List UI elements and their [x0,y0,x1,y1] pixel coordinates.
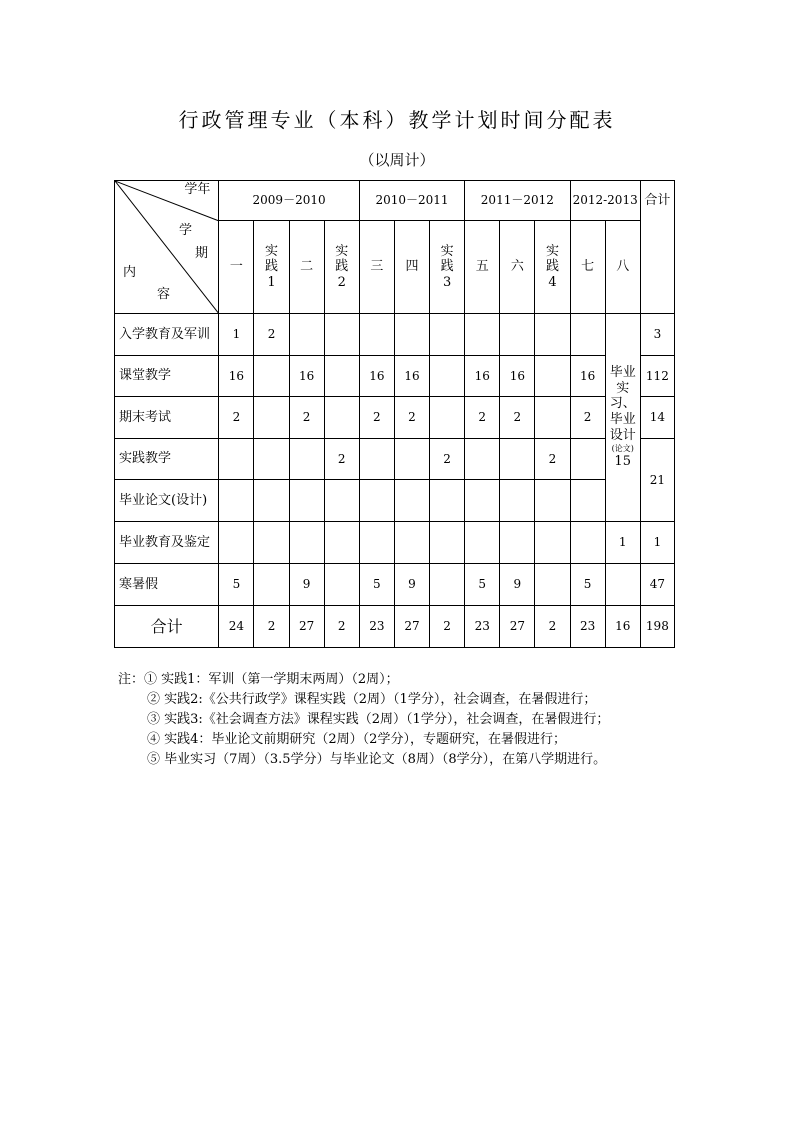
table-cell: 2 [324,439,359,480]
table-cell [254,522,289,564]
semester-practice-1: 实 践 1 [254,221,289,314]
year-header-row [115,181,675,221]
table-cell [430,522,465,564]
page-subtitle: （以周计） [359,151,435,169]
merged-line-1: 毕业 [609,365,636,381]
row-total: 14 [640,397,674,439]
table-row [115,397,675,439]
table-cell [500,522,535,564]
footnote-1: 注：① 实践1：军训（第一学期末两周）（2周）； [118,672,399,687]
semester-practice-4: 实 践 4 [535,221,570,314]
footnote-5: ⑤ 毕业实习（7周）（3.5学分）与毕业论文（8周）（8学分），在第八学期进行。 [147,752,607,767]
table-cell: 2 [254,606,289,648]
corner-label-xue: 学 [179,223,193,238]
merged-value: 15 [614,454,631,470]
corner-label-qi: 期 [195,246,209,261]
table-cell [359,314,394,356]
totals-row [115,606,675,648]
semester-5: 五 [465,221,500,314]
table-cell: 23 [570,606,605,648]
table-cell [324,397,359,439]
table-cell [535,397,570,439]
corner-label-rong: 容 [157,287,171,302]
table-cell [394,314,429,356]
table-row [115,480,675,522]
diagonal-header-cell [115,181,219,314]
footnotes [118,670,609,770]
table-cell: 2 [570,397,605,439]
row-label: 毕业教育及鉴定 [115,522,219,564]
table-cell: 16 [289,356,324,397]
table-cell [324,522,359,564]
row-total: 21 [640,439,674,522]
table-cell [359,480,394,522]
table-cell [535,314,570,356]
table-cell [254,356,289,397]
table-cell [289,314,324,356]
table-cell [570,439,605,480]
table-cell [570,522,605,564]
table-cell: 2 [289,397,324,439]
table-cell: 2 [535,606,570,648]
semester-8: 八 [605,221,640,314]
table-cell: 24 [219,606,254,648]
corner-label-year: 学年 [184,182,211,197]
table-cell [500,439,535,480]
table-row [115,439,675,480]
year-header-2010: 2010－2011 [359,181,464,221]
table-cell [219,439,254,480]
table-row [115,314,675,356]
semester-4: 四 [394,221,429,314]
table-cell: 27 [394,606,429,648]
table-cell [324,314,359,356]
merged-line-3: 毕业 [609,411,636,427]
table-cell: 27 [500,606,535,648]
table-cell: 16 [219,356,254,397]
table-cell [254,564,289,606]
row-label: 寒暑假 [115,564,219,606]
table-cell [289,439,324,480]
table-cell: 2 [254,314,289,356]
table-cell: 2 [430,439,465,480]
table-cell [289,480,324,522]
table-row [115,356,675,397]
table-cell [394,439,429,480]
table-cell [430,564,465,606]
table-cell: 16 [605,606,640,648]
table-cell [465,522,500,564]
table-cell [500,480,535,522]
semester-2: 二 [289,221,324,314]
page-title: 行政管理专业（本科）教学计划时间分配表 [178,108,616,132]
total-column-header: 合计 [640,181,674,314]
table-cell: 5 [219,564,254,606]
table-cell: 5 [570,564,605,606]
row-total: 3 [640,314,674,356]
table-cell: 1 [605,522,640,564]
table-row [115,564,675,606]
graduation-internship-merged-cell [605,314,640,522]
table-cell [254,397,289,439]
row-label: 期末考试 [115,397,219,439]
row-total: 1 [640,522,674,564]
row-total: 112 [640,356,674,397]
semester-6: 六 [500,221,535,314]
table-cell: 5 [359,564,394,606]
totals-row-label: 合计 [115,606,219,648]
merged-line-4: 设计 [609,427,636,443]
table-cell [324,480,359,522]
footnote-2: ② 实践2:《公共行政学》课程实践（2周）（1学分），社会调查，在暑假进行； [147,692,597,707]
table-cell [500,314,535,356]
table-cell [465,480,500,522]
table-cell: 2 [500,397,535,439]
table-cell [465,439,500,480]
table-cell [605,564,640,606]
table-cell: 2 [535,439,570,480]
table-cell [359,522,394,564]
table-cell: 23 [465,606,500,648]
row-total: 47 [640,564,674,606]
table-row [115,522,675,564]
footnote-3: ③ 实践3:《社会调查方法》课程实践（2周）（1学分），社会调查，在暑假进行； [147,712,610,727]
table-cell [570,480,605,522]
table-cell: 2 [324,606,359,648]
table-cell [535,480,570,522]
semester-1: 一 [219,221,254,314]
table-cell [430,356,465,397]
table-cell: 1 [219,314,254,356]
table-cell: 2 [219,397,254,439]
table-cell [324,564,359,606]
corner-label-nei: 内 [123,265,137,280]
row-label: 入学教育及军训 [115,314,219,356]
table-cell [394,522,429,564]
table-cell: 16 [394,356,429,397]
table-cell [570,314,605,356]
table-cell: 16 [500,356,535,397]
table-cell [289,522,324,564]
grand-total: 198 [640,606,674,648]
row-label: 毕业论文(设计) [115,480,219,522]
year-header-2011: 2011－2012 [465,181,570,221]
semester-practice-2: 实 践 2 [324,221,359,314]
row-label: 实践教学 [115,439,219,480]
table-cell [219,522,254,564]
table-cell: 5 [465,564,500,606]
table-cell [430,314,465,356]
table-cell [535,522,570,564]
table-cell: 2 [430,606,465,648]
table-cell: 23 [359,606,394,648]
semester-3: 三 [359,221,394,314]
table-cell [430,480,465,522]
table-cell [394,480,429,522]
table-cell: 2 [359,397,394,439]
merged-line-2: 实习、 [609,380,636,412]
table-cell [359,439,394,480]
table-cell [324,356,359,397]
merged-small-note: (论文) [611,444,634,454]
table-cell: 16 [570,356,605,397]
table-cell: 9 [289,564,324,606]
footnote-4: ④ 实践4：毕业论文前期研究（2周）（2学分），专题研究，在暑假进行； [147,732,566,747]
table-cell [254,439,289,480]
semester-7: 七 [570,221,605,314]
row-label: 课堂教学 [115,356,219,397]
table-cell: 9 [394,564,429,606]
table-cell: 9 [500,564,535,606]
table-cell [430,397,465,439]
table-cell [254,480,289,522]
table-cell: 16 [359,356,394,397]
table-cell [535,356,570,397]
table-cell [219,480,254,522]
semester-practice-3: 实 践 3 [430,221,465,314]
table-cell: 2 [394,397,429,439]
table-cell [465,314,500,356]
year-header-2009: 2009－2010 [219,181,359,221]
schedule-table [114,180,675,648]
year-header-2012: 2012-2013 [570,181,640,221]
table-cell: 2 [465,397,500,439]
table-cell: 16 [465,356,500,397]
table-cell: 27 [289,606,324,648]
table-cell [535,564,570,606]
